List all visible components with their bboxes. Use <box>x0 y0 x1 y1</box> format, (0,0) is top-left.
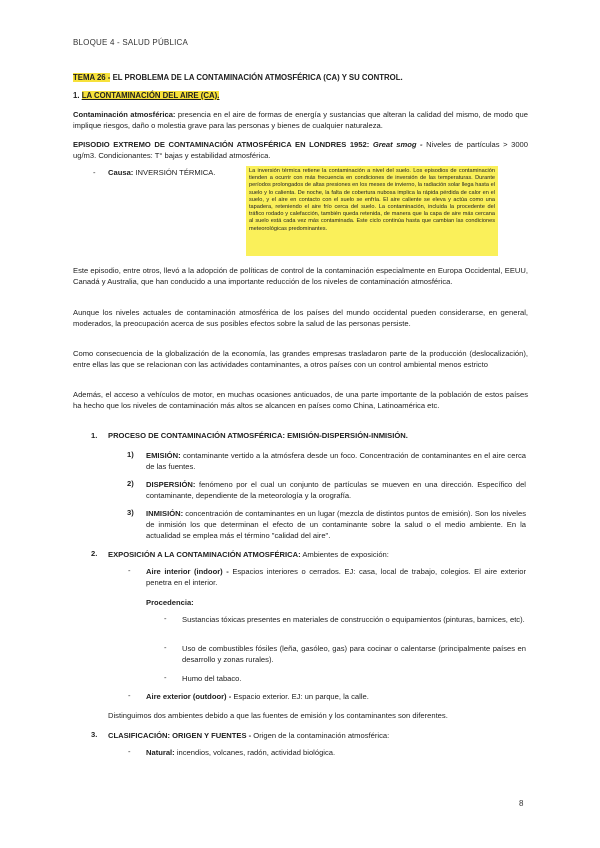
environments-note: Distinguimos dos ambientes debido a que las fuentes de emisión y los contaminantes son diferentes. <box>108 711 448 720</box>
inmision-term: INMISIÓN: <box>146 509 184 518</box>
natural-term: Natural: <box>146 748 175 757</box>
causa-line <box>108 168 215 177</box>
natural-item <box>146 747 526 758</box>
list-3-title: CLASIFICACIÓN: ORIGEN Y FUENTES - <box>108 731 252 740</box>
causa-dash: - <box>93 168 96 177</box>
paragraph-3: Como consecuencia de la globalización de la economía, las grandes empresas trasladaron parte de la producción (deslocalización), entre ellas las que se relacionan con las actividades contaminantes, a otros países con un control ambiental menos estricto <box>73 349 528 369</box>
indoor-term: Aire interior (indoor) - <box>146 567 229 576</box>
list-3-subtitle: Origen de la contaminación atmosférica: <box>251 731 390 740</box>
list-1-item-1 <box>146 450 526 472</box>
natural-text: incendios, volcanes, radón, actividad biológica. <box>174 748 336 757</box>
dispersion-text: fenómeno por el cual un conjunto de partículas se mueven en una dirección. Específico del contaminante, dependiente de la meteorología y la orografía. <box>146 480 526 500</box>
list-3-num: 3. <box>91 730 98 739</box>
paragraph-1: Este episodio, entre otros, llevó a la adopción de políticas de control de la contaminación especialmente en Europa Occidental, EEUU, Canadá y Australia, que han conducido a una importante reducción de los niveles de contaminación atmosférica. <box>73 266 528 286</box>
episode-text: Niveles de partículas > 3000 ug/m3. Condicionantes: T° bajas y estabilidad atmosférica. <box>73 140 528 160</box>
definition-text: presencia en el aire de formas de energía y sustancias que alteran la calidad del mismo, de modo que implique riesgos, daño o molestia grave para las personas y bienes de cualquier naturaleza. <box>73 110 528 130</box>
outdoor-item <box>146 691 526 702</box>
source-2: Uso de combustibles fósiles (leña, gasóleo, gas) para cocinar o calentarse (principalmente países en desarrollo y zonas rurales). <box>182 644 526 664</box>
causa-text: INVERSIÓN TÉRMICA. <box>133 168 216 177</box>
indoor-item <box>146 566 526 588</box>
inversion-note-highlight: La inversión térmica retiene la contaminación a nivel del suelo. Los episodios de contaminación tienden a ocurrir con más frecuencia en condiciones de inversión de las temperaturas. Durante períodos prolongados de altas presiones en los meses de invierno, la radiación solar llega hasta el suelo y lo calienta. De noche, la falta de cobertura nubosa implica la rápida pérdida de calor en el suelo, y el aire en contacto con el suelo se enfría. El aire caliente se eleva y actúa como una tapadera, reteniendo el aire frío cerca del suelo. La contaminación, incluida la procedente del tráfico rodado y calefacción, también queda retenida, de manera que la capa de aire más cercana al suelo está cada vez más contaminada. Este ciclo continúa hasta que cambian las condiciones meteorológicas predominantes. <box>246 166 498 256</box>
page-number: 8 <box>519 799 524 808</box>
list-1-item-2-num: 2) <box>127 479 134 488</box>
source-3: Humo del tabaco. <box>182 674 242 683</box>
indoor-text: Espacios interiores o cerrados. EJ: casa, local de trabajo, colegios. El aire exterior penetra en el interior. <box>146 567 527 587</box>
section-1-num: 1. <box>73 91 80 100</box>
list-2-num: 2. <box>91 549 98 558</box>
inmision-text: concentración de contaminantes en un lugar (mezcla de distintos puntos de emisión). Son los niveles de inmisión los que determinan el efecto de un contaminante sobre la salud o el medio ambiente. En la actualidad se emplea más el término "calidad del aire". <box>146 509 526 540</box>
indoor-dash: - <box>128 566 131 575</box>
causa-label: Causa: <box>108 168 134 177</box>
list-1-item-3 <box>146 508 526 541</box>
episode-name: Great smog - <box>369 140 423 149</box>
procedencia-heading: Procedencia: <box>146 598 194 607</box>
topic-title-text: EL PROBLEMA DE LA CONTAMINACIÓN ATMOSFÉRICA (CA) Y SU CONTROL. <box>110 73 403 82</box>
topic-label: TEMA 26 - <box>73 73 111 82</box>
list-2-subtitle: Ambientes de exposición: <box>300 550 389 559</box>
list-1-item-1-num: 1) <box>127 450 134 459</box>
episode-lead: EPISODIO EXTREMO DE CONTAMINACIÓN ATMOSFÉRICA EN LONDRES 1952: <box>73 140 370 149</box>
list-2-heading <box>108 549 528 560</box>
source-1: Sustancias tóxicas presentes en materiales de construcción o equipamientos (pinturas, barnices, etc). <box>182 615 525 624</box>
episode-paragraph <box>73 139 528 161</box>
section-1-title: LA CONTAMINACIÓN DEL AIRE (CA). <box>81 91 220 100</box>
outdoor-text: Espacio exterior. EJ: un parque, la calle. <box>231 692 369 701</box>
source-1-dash: - <box>164 614 167 623</box>
paragraph-2: Aunque los niveles actuales de contaminación atmosférica de los países del mundo occidental pueden considerarse, en general, moderados, la preocupación acerca de sus posibles efectos sobre la salud de las personas persiste. <box>73 308 528 328</box>
natural-dash: - <box>128 747 131 756</box>
list-2-title: EXPOSICIÓN A LA CONTAMINACIÓN ATMOSFÉRICA: <box>108 550 301 559</box>
emision-text: contaminante vertido a la atmósfera desde un foco. Concentración de contaminantes en el aire cerca de las fuentes. <box>146 451 526 471</box>
source-3-dash: - <box>164 673 167 682</box>
list-1-item-2 <box>146 479 526 501</box>
topic-title <box>73 73 403 82</box>
outdoor-dash: - <box>128 691 131 700</box>
outdoor-term: Aire exterior (outdoor) - <box>146 692 232 701</box>
paragraph-4: Además, el acceso a vehículos de motor, en muchas ocasiones anticuados, de una parte importante de la población de estos países ha hecho que los niveles de contaminación más altos se alcancen en países como China, Latinoamérica etc. <box>73 390 528 410</box>
list-1-title: PROCESO DE CONTAMINACIÓN ATMOSFÉRICA: EMISIÓN-DISPERSIÓN-INMISIÓN. <box>108 431 408 440</box>
list-3-heading <box>108 730 528 741</box>
source-2-dash: - <box>164 643 167 652</box>
list-1-item-3-num: 3) <box>127 508 134 517</box>
list-1-num: 1. <box>91 431 98 440</box>
dispersion-term: DISPERSIÓN: <box>146 480 196 489</box>
emision-term: EMISIÓN: <box>146 451 181 460</box>
definition-paragraph <box>73 109 528 131</box>
page-header: BLOQUE 4 - SALUD PÚBLICA <box>73 38 189 47</box>
definition-term: Contaminación atmosférica: <box>73 110 176 119</box>
section-1-heading <box>73 91 219 100</box>
